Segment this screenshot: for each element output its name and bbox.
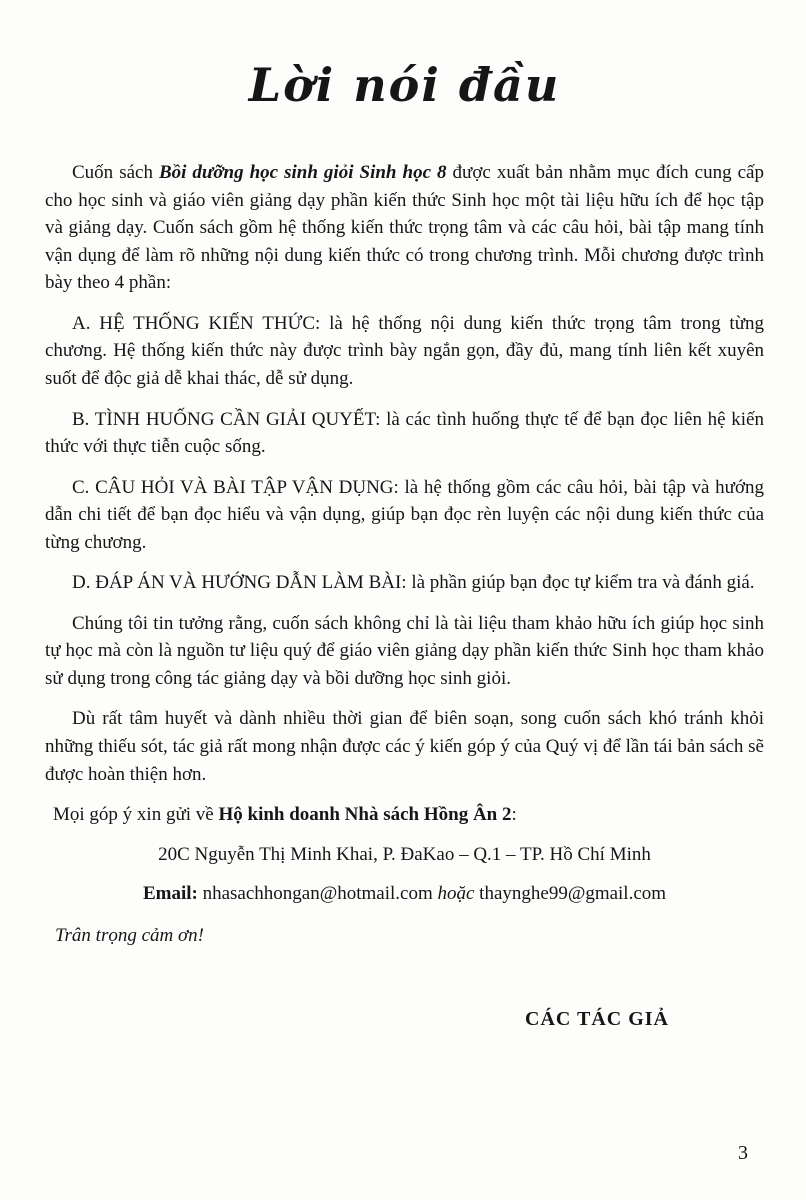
confidence-paragraph — [45, 610, 764, 693]
publisher-name-text: Hộ kinh doanh Nhà sách Hồng Ân 2 — [218, 804, 512, 826]
page-title: Lời nói đầu — [248, 58, 561, 112]
intro-lead-text: Cuốn sách — [72, 162, 159, 184]
section-c-paragraph — [45, 474, 764, 557]
apology-paragraph — [45, 705, 764, 788]
section-d-heading: D. ĐÁP ÁN VÀ HƯỚNG DẪN LÀM BÀI: — [72, 572, 407, 594]
email-address-2: thaynghe99@gmail.com — [479, 883, 667, 905]
page-number: 3 — [738, 1142, 748, 1164]
section-d-paragraph — [45, 569, 764, 597]
intro-paragraph — [45, 159, 764, 297]
section-a-body: là hệ thống nội dung kiến thức trọng tâm trong từng chương. Hệ thống kiến thức này được trình bày ngắn gọn, đầy đủ, mang tính liên kết xuyên suốt để độc giả dễ khai thác, dễ sử dụng. — [45, 312, 764, 390]
authors-signature: CÁC TÁC GIẢ — [525, 1008, 669, 1031]
section-b-body: là các tình huống thực tế để bạn đọc liên hệ kiến thức với thực tiễn cuộc sống. — [45, 408, 764, 458]
email-address-1: nhasachhongan@hotmail.com — [202, 883, 433, 905]
section-a-paragraph — [45, 310, 764, 393]
email-label: Email: — [142, 883, 198, 905]
publisher-address: 20C Nguyễn Thị Minh Khai, P. ĐaKao – Q.1 – TP. Hồ Chí Minh — [158, 843, 651, 865]
apology-text: Dù rất tâm huyết và dành nhiều thời gian để biên soạn, song cuốn sách khó tránh khỏi những thiếu sót, tác giả rất mong nhận được các ý kiến góp ý của Quý vị để lần tái bản sách sẽ được hoàn thiện hơn. — [45, 708, 764, 785]
email-paragraph — [45, 880, 764, 908]
email-conjunction: hoặc — [432, 883, 480, 905]
section-a-heading: A. HỆ THỐNG KIẾN THỨC: — [72, 312, 321, 334]
intro-rest-text: được xuất bản nhằm mục đích cung cấp cho học sinh và giáo viên giảng dạy phần kiến thức Sinh học một tài liệu hữu ích để học tập và giảng dạy. Cuốn sách gồm hệ thống kiến thức trọng tâm và các câu hỏi, bài tập mang tính vận dụng để làm rõ những nội dung kiến thức có trong chương trình. Mỗi chương được trình bày theo 4 phần: — [45, 162, 764, 294]
feedback-paragraph — [45, 801, 764, 829]
confidence-text: Chúng tôi tin tưởng rằng, cuốn sách không chỉ là tài liệu tham khảo hữu ích giúp học sinh tự học mà còn là nguồn tư liệu quý để giáo viên giảng dạy phần kiến thức Sinh học tham khảo sử dụng trong công tác giảng dạy và bồi dưỡng học sinh giỏi. — [45, 612, 764, 689]
feedback-colon-text: : — [511, 804, 517, 826]
thanks-text: Trân trọng cảm ơn! — [55, 924, 204, 946]
feedback-lead-text: Mọi góp ý xin gửi về — [53, 804, 219, 826]
book-title-text: Bồi dưỡng học sinh giỏi Sinh học 8 — [158, 162, 447, 184]
section-d-body: là phần giúp bạn đọc tự kiểm tra và đánh giá. — [406, 572, 755, 594]
section-c-body: là hệ thống gồm các câu hỏi, bài tập và hướng dẫn chi tiết để bạn đọc hiểu và vận dụng, giúp bạn đọc rèn luyện các nội dung kiến thức của từng chương. — [45, 476, 764, 553]
section-b-heading: B. TÌNH HUỐNG CẦN GIẢI QUYẾT: — [72, 408, 381, 430]
section-c-heading: C. CÂU HỎI VÀ BÀI TẬP VẬN DỤNG: — [72, 476, 399, 498]
section-b-paragraph — [45, 406, 764, 461]
